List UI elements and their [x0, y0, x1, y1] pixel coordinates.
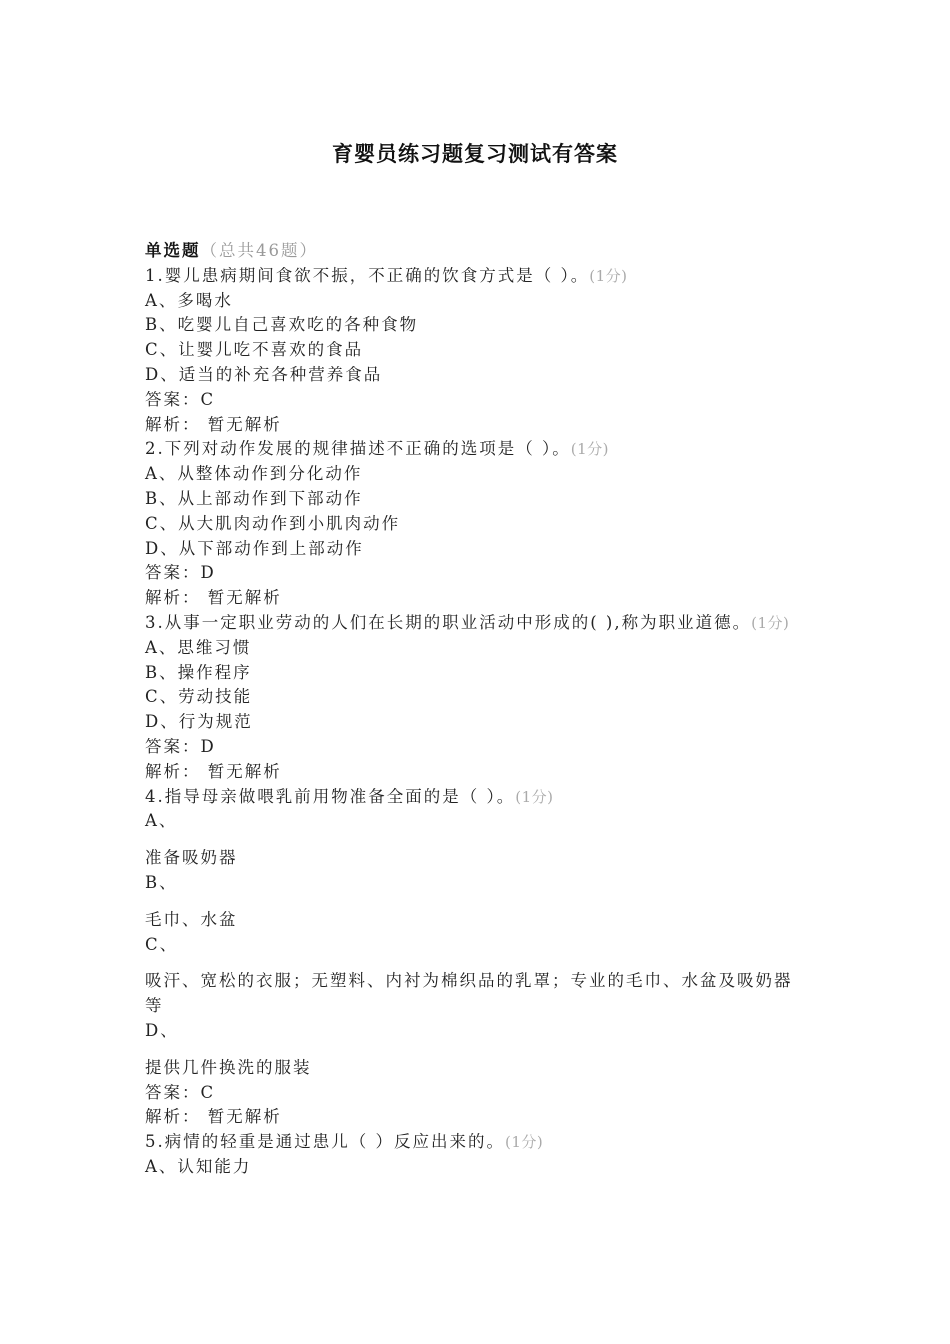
- option: C、让婴儿吃不喜欢的食品: [145, 340, 364, 360]
- option: B、吃婴儿自己喜欢吃的各种食物: [145, 315, 419, 335]
- spacer: [145, 957, 805, 969]
- section-count: （总共46题）: [200, 241, 318, 260]
- spacer: [145, 1044, 805, 1056]
- question-text: 4.指导母亲做喂乳前用物准备全面的是（ ）。: [145, 786, 516, 806]
- question-stem: [145, 785, 805, 810]
- question-score: (1分): [589, 266, 628, 285]
- answer: 答案：C: [145, 1082, 216, 1102]
- option: C、劳动技能: [145, 687, 253, 707]
- question-score: (1分): [505, 1133, 544, 1152]
- document-title: 育婴员练习题复习测试有答案: [332, 141, 618, 166]
- analysis: 解析： 暂无解析: [145, 588, 282, 608]
- option: A、多喝水: [145, 290, 233, 310]
- option-letter: D、: [145, 1020, 179, 1040]
- question-score: (1分): [570, 440, 609, 459]
- option-text: 提供几件换洗的服装: [145, 1057, 312, 1077]
- analysis: 解析： 暂无解析: [145, 414, 282, 434]
- option-letter: C、: [145, 934, 179, 954]
- question-stem: [145, 437, 805, 462]
- option-text: 准备吸奶器: [145, 848, 238, 868]
- section-label: 单选题: [145, 241, 201, 260]
- question-stem: [145, 1130, 805, 1155]
- answer: 答案：D: [145, 563, 216, 583]
- question-stem: [145, 611, 805, 636]
- answer: 答案：D: [145, 736, 216, 756]
- option: D、行为规范: [145, 712, 253, 732]
- spacer: [145, 896, 805, 908]
- analysis: 解析： 暂无解析: [145, 761, 282, 781]
- question-text: 2.下列对动作发展的规律描述不正确的选项是（ ）。: [145, 439, 571, 459]
- option: A、认知能力: [145, 1156, 252, 1176]
- option-text: 毛巾、水盆: [145, 909, 238, 929]
- question-stem: [145, 264, 805, 289]
- option: A、思维习惯: [145, 637, 252, 657]
- option: C、从大肌肉动作到小肌肉动作: [145, 513, 401, 533]
- option: D、从下部动作到上部动作: [145, 538, 364, 558]
- question-text: 3.从事一定职业劳动的人们在长期的职业活动中形成的( ),称为职业道德。: [145, 612, 752, 632]
- option-text: 吸汗、宽松的衣服；无塑料、内衬为棉织品的乳罩；专业的毛巾、水盆及吸奶器等: [145, 971, 793, 1016]
- analysis: 解析： 暂无解析: [145, 1107, 282, 1127]
- question-score: (1分): [515, 787, 554, 806]
- option: A、从整体动作到分化动作: [145, 464, 363, 484]
- question-score: (1分): [751, 613, 790, 632]
- spacer: [145, 834, 805, 846]
- option-letter: B、: [145, 872, 178, 892]
- question-list: [145, 239, 805, 1180]
- option: B、操作程序: [145, 662, 252, 682]
- answer: 答案：C: [145, 389, 216, 409]
- option: D、适当的补充各种营养食品: [145, 364, 383, 384]
- section-header: [145, 239, 805, 264]
- option: B、从上部动作到下部动作: [145, 488, 363, 508]
- question-text: 1.婴儿患病期间食欲不振，不正确的饮食方式是（ ）。: [145, 265, 590, 285]
- option-letter: A、: [145, 811, 178, 831]
- question-text: 5.病情的轻重是通过患儿（ ）反应出来的。: [145, 1132, 505, 1152]
